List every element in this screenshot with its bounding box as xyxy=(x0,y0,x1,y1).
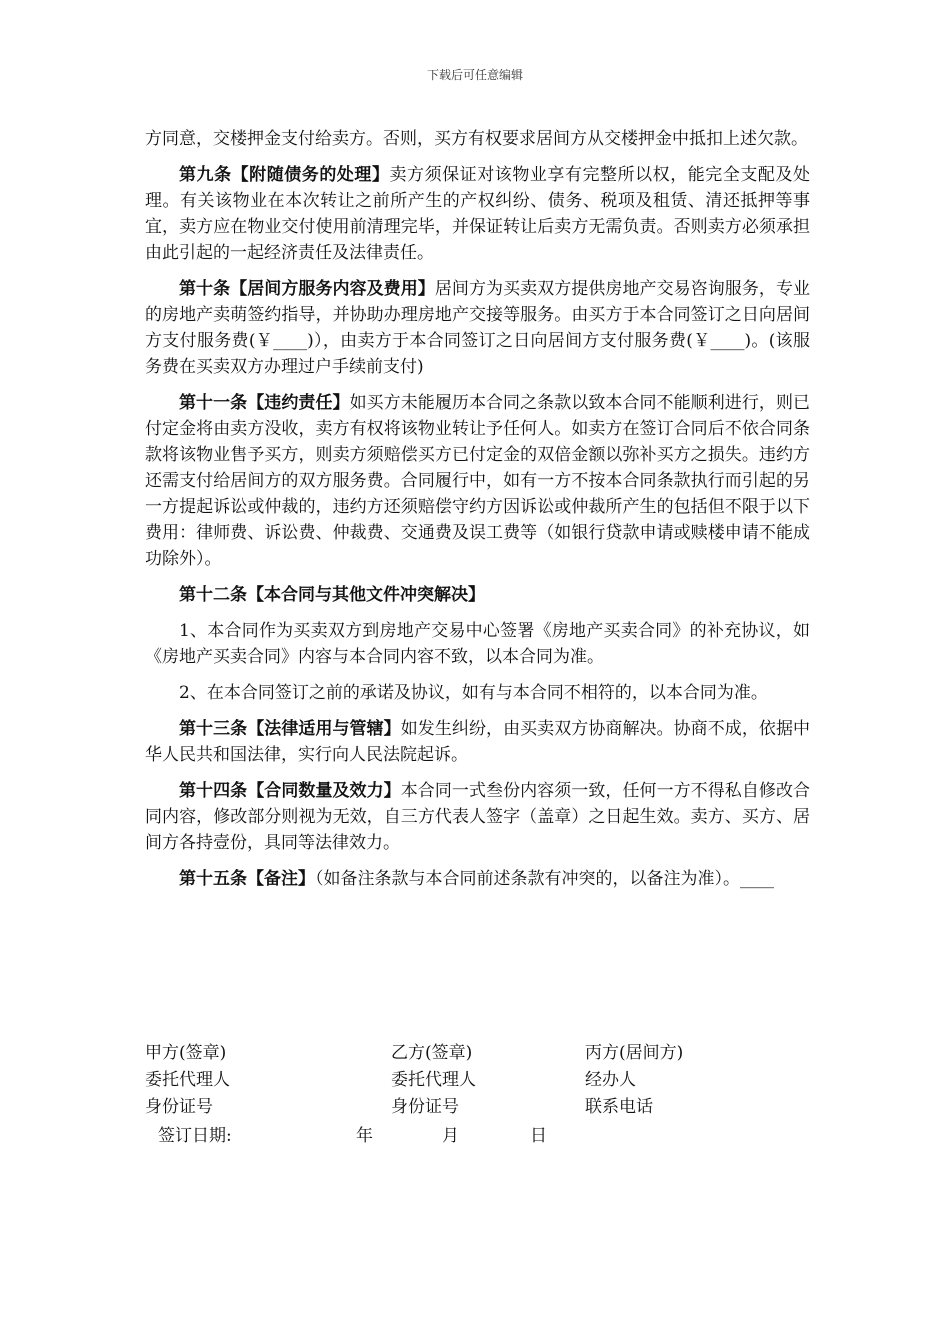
clause-heading: 第十四条【合同数量及效力】 xyxy=(179,781,401,801)
clause-9 xyxy=(145,162,810,266)
clause-heading: 第十一条【违约责任】 xyxy=(179,393,350,413)
clause-12 xyxy=(145,582,810,608)
signature-row xyxy=(145,1040,810,1067)
party-a-seal-label: 甲方(签章) xyxy=(145,1043,227,1063)
party-c-seal-label: 丙方(居间方) xyxy=(585,1043,684,1063)
clause-heading: 第十五条【备注】 xyxy=(179,869,315,889)
clause-text: 方同意，交楼押金支付给卖方。否则，买方有权要求居间方从交楼押金中抵扣上述欠款。 xyxy=(145,129,808,149)
clause-12-item-2 xyxy=(145,680,810,706)
day-label: 日 xyxy=(530,1126,547,1146)
clause-10 xyxy=(145,276,810,380)
party-b-agent-label: 委托代理人 xyxy=(391,1070,476,1090)
clause-14 xyxy=(145,778,810,856)
contract-body xyxy=(145,126,810,902)
clause-text: （如备注条款与本合同前述条款有冲突的，以备注为准）。____ xyxy=(315,869,774,889)
clause-heading: 第十二条【本合同与其他文件冲突解决】 xyxy=(179,585,485,605)
clause-11 xyxy=(145,390,810,572)
party-c-handler-label: 经办人 xyxy=(585,1070,636,1090)
party-b-seal-label: 乙方(签章) xyxy=(391,1043,473,1063)
clause-text: 如买方未能履历本合同之条款以致本合同不能顺利进行，则已付定金将由卖方没收，卖方有权将该物业转让予任何人。如卖方在签订合同后不依合同条款将该物业售予买方，则卖方须赔偿买方已付定金的双倍金额以弥补买方之损失。违约方还需支付给居间方的双方服务费。合同履行中，如有一方不按本合同条款执行而引起的另一方提起诉讼或仲裁的，违约方还须赔偿守约方因诉讼或仲裁所产生的包括但不限于以下费用：律师费、诉讼费、仲裁费、交通费及误工费等（如银行贷款申请或赎楼申请不能成功除外）。 xyxy=(145,393,811,569)
month-label: 月 xyxy=(442,1126,459,1146)
party-b-id-label: 身份证号 xyxy=(391,1097,459,1117)
clause-text: 卖方须保证对该物业享有完整所以权，能完全支配及处理。有关该物业在本次转让之前所产生的产权纠纷、债务、税项及租赁、清还抵押等事宜，卖方应在物业交付使用前清理完毕，并保证转让后卖方无需负责。否则卖方必须承担由此引起的一起经济责任及法律责任。 xyxy=(145,165,811,263)
clause-text: 居间方为买卖双方提供房地产交易咨询服务，专业的房地产卖萌签约指导，并协助办理房地产交接等服务。由买方于本合同签订之日向居间方支付服务费(￥____)），由卖方于本合同签订之日向居间方支付服务费(￥____)。(该服务费在买卖双方办理过户手续前支付) xyxy=(145,279,811,377)
clause-text: 2、在本合同签订之前的承诺及协议，如有与本合同不相符的，以本合同为准。 xyxy=(179,683,768,703)
signature-row xyxy=(145,1067,810,1094)
party-a-agent-label: 委托代理人 xyxy=(145,1070,230,1090)
party-a-id-label: 身份证号 xyxy=(145,1097,213,1117)
clause-heading: 第九条【附随债务的处理】 xyxy=(179,165,390,185)
clause-text: 本合同一式叁份内容须一致，任何一方不得私自修改合同内容，修改部分则视为无效，自三方代表人签字（盖章）之日起生效。卖方、买方、居间方各持壹份，具同等法律效力。 xyxy=(145,781,811,853)
signature-row xyxy=(145,1094,810,1121)
clause-heading: 第十条【居间方服务内容及费用】 xyxy=(179,279,435,299)
signing-date-label: 签订日期: xyxy=(158,1126,232,1146)
clause-12-item-1 xyxy=(145,618,810,670)
year-label: 年 xyxy=(356,1126,373,1146)
clause-text: 1、本合同作为买卖双方到房地产交易中心签署《房地产买卖合同》的补充协议，如《房地产买卖合同》内容与本合同内容不致，以本合同为准。 xyxy=(145,621,810,667)
signature-block xyxy=(145,1040,810,1121)
clause-text: 如发生纠纷，由买卖双方协商解决。协商不成，依据中华人民共和国法律，实行向人民法院起诉。 xyxy=(145,719,811,765)
party-c-phone-label: 联系电话 xyxy=(585,1097,653,1117)
paragraph-continuation xyxy=(145,126,810,152)
clause-13 xyxy=(145,716,810,768)
page-header: 下载后可任意编辑 xyxy=(426,68,523,82)
clause-15 xyxy=(145,866,810,892)
clause-heading: 第十三条【法律适用与管辖】 xyxy=(179,719,401,739)
